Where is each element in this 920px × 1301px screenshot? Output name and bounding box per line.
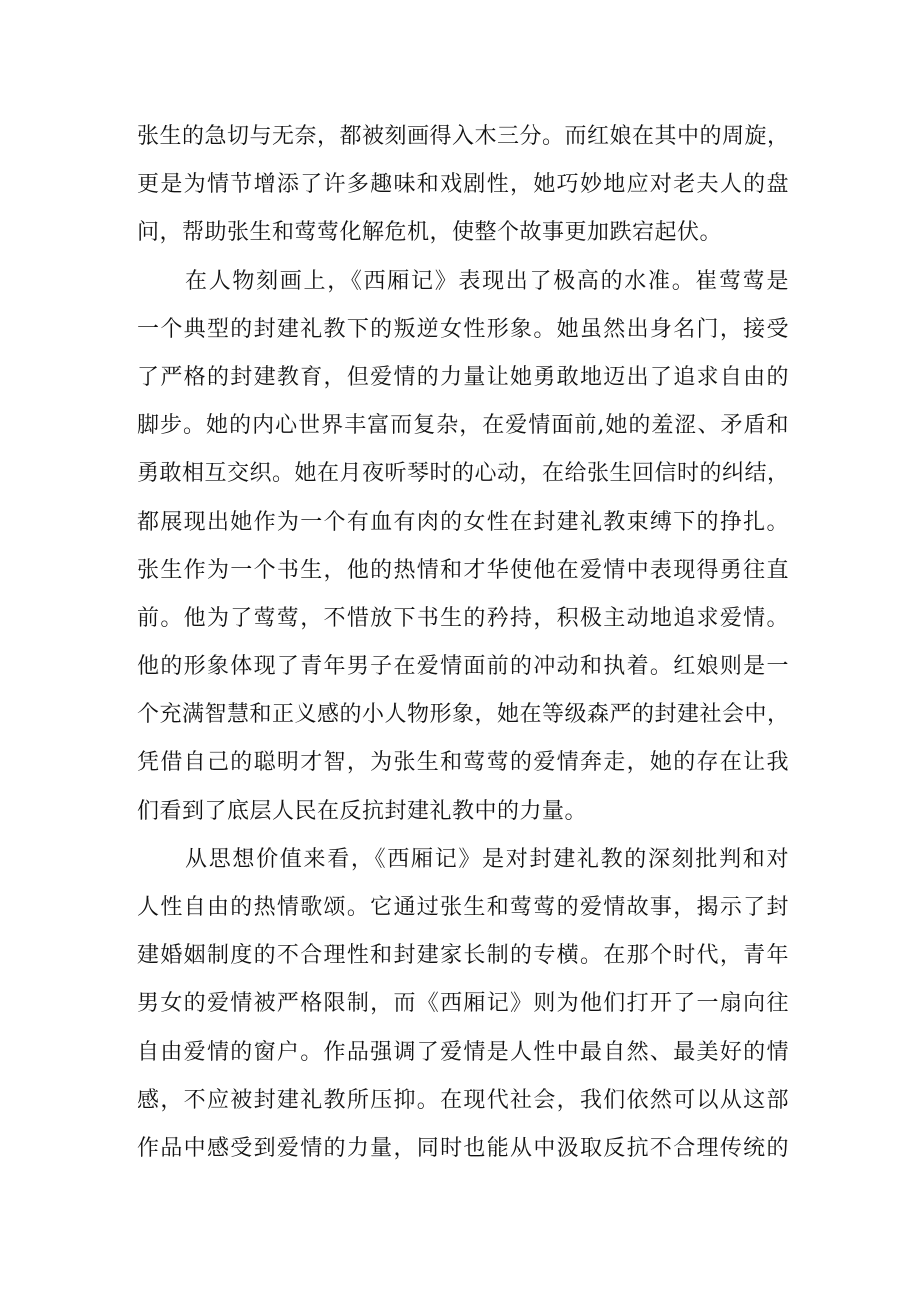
text-line: 他的形象体现了青年男子在爱情面前的冲动和执着。红娘则是一 [137,654,789,680]
text-line: 张生作为一个书生，他的热情和才华使他在爱情中表现得勇往直 [137,557,789,583]
text-line: 建婚姻制度的不合理性和封建家长制的专横。在那个时代，青年 [137,943,789,969]
text-line: 问，帮助张生和莺莺化解危机，使整个故事更加跌宕起伏。 [137,220,723,246]
body-text [137,113,789,1173]
text-line: 作品中感受到爱情的力量，同时也能从中汲取反抗不合理传统的 [137,1135,789,1161]
text-line: 从思想价值来看，《西厢记》是对封建礼教的深刻批判和对 [185,846,789,872]
text-line: 们看到了底层人民在反抗封建礼教中的力量。 [137,798,588,824]
text-line: 更是为情节增添了许多趣味和戏剧性，她巧妙地应对老夫人的盘 [137,172,789,198]
text-line: 男女的爱情被严格限制，而《西厢记》则为他们打开了一扇向往 [137,991,789,1017]
text-line: 一个典型的封建礼教下的叛逆女性形象。她虽然出身名门，接受 [137,316,789,342]
text-line: 人性自由的热情歌颂。它通过张生和莺莺的爱情故事，揭示了封 [137,895,789,920]
text-line: 个充满智慧和正义感的小人物形象，她在等级森严的封建社会中， [137,702,790,728]
text-line: 都展现出她作为一个有血有肉的女性在封建礼教束缚下的挣扎。 [137,509,789,535]
text-line: 前。他为了莺莺，不惜放下书生的矜持，积极主动地追求爱情。 [137,605,789,631]
text-line: 了严格的封建教育，但爱情的力量让她勇敢地迈出了追求自由的 [137,364,789,390]
text-line: 在人物刻画上，《西厢记》表现出了极高的水准。崔莺莺是 [185,268,789,294]
text-line: 张生的急切与无奈，都被刻画得入木三分。而红娘在其中的周旋， [137,124,790,149]
text-line: 凭借自己的聪明才智，为张生和莺莺的爱情奔走，她的存在让我 [137,750,789,776]
text-line: 脚步。她的内心世界丰富而复杂，在爱情面前,她的羞涩、矛盾和 [137,413,789,439]
text-line: 感，不应被封建礼教所压抑。在现代社会，我们依然可以从这部 [137,1087,789,1113]
text-line: 勇敢相互交织。她在月夜听琴时的心动，在给张生回信时的纠结， [137,461,790,487]
text-line: 自由爱情的窗户。作品强调了爱情是人性中最自然、最美好的情 [137,1039,789,1065]
